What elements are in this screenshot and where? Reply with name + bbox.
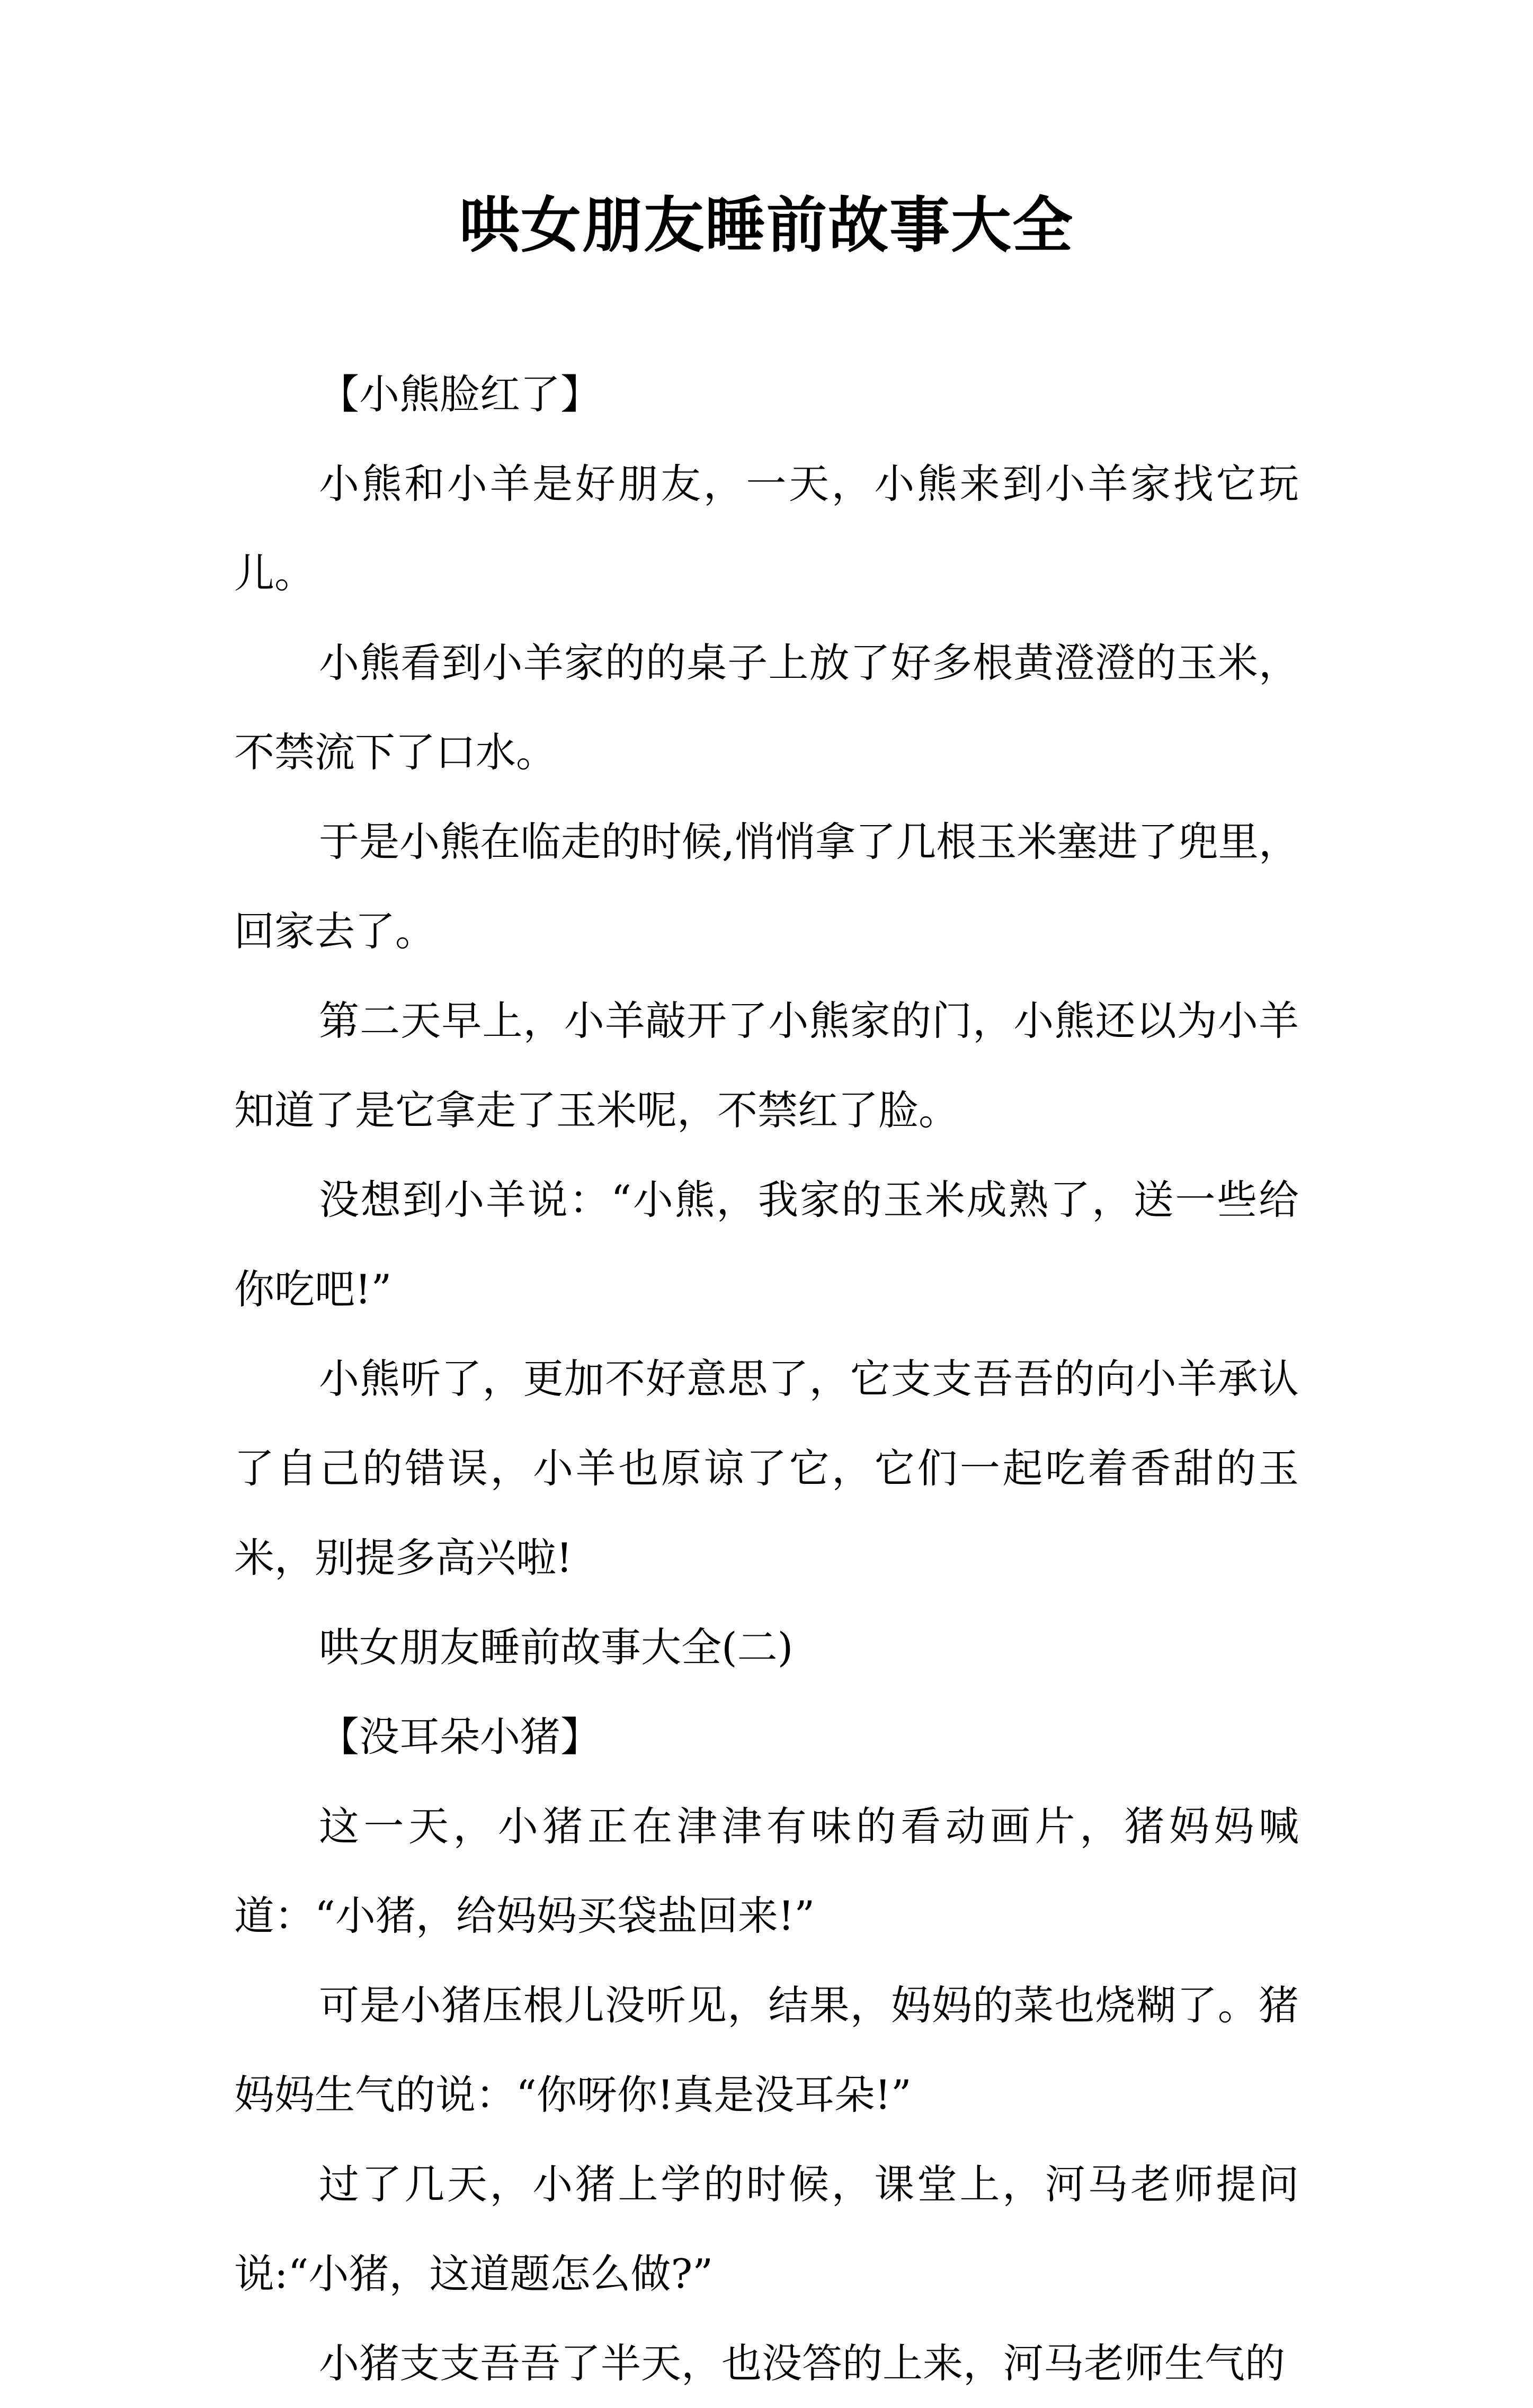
document-title: 哄女朋友睡前故事大全 [459, 190, 1074, 261]
document-body [234, 350, 1299, 2408]
paragraph: 小猪支支吾吾了半天，也没答的上来，河马老师生气的 [319, 2340, 1285, 2387]
paragraph: 第二天早上，小羊敲开了小熊家的门，小熊还以为小羊知道了是它拿走了玉米呢，不禁红了脸。 [234, 997, 1299, 1134]
paragraph: 过了几天，小猪上学的时候，课堂上，河马老师提问说:“小猪，这道题怎么做?” [234, 2161, 1299, 2297]
paragraph: 可是小猪压根儿没听见，结果，妈妈的菜也烧糊了。猪妈妈生气的说：“你呀你!真是没耳朵!” [234, 1982, 1299, 2118]
paragraph: 小熊看到小羊家的的桌子上放了好多根黄澄澄的玉米，不禁流下了口水。 [234, 639, 1299, 776]
paragraph: 于是小熊在临走的时候,悄悄拿了几根玉米塞进了兜里，回家去了。 [234, 818, 1299, 955]
paragraph: 小熊和小羊是好朋友，一天，小熊来到小羊家找它玩儿。 [234, 460, 1299, 597]
subtitle-line: 哄女朋友睡前故事大全(二) [319, 1624, 794, 1671]
paragraph: 没想到小羊说：“小熊，我家的玉米成熟了，送一些给你吃吧!” [234, 1176, 1299, 1313]
section-heading: 【没耳朵小猪】 [319, 1713, 601, 1760]
section-heading: 【小熊脸红了】 [319, 371, 601, 418]
paragraph: 这一天，小猪正在津津有味的看动画片，猪妈妈喊道：“小猪，给妈妈买袋盐回来!” [234, 1803, 1299, 1939]
paragraph: 小熊听了，更加不好意思了，它支支吾吾的向小羊承认了自己的错误，小羊也原谅了它，它们一起吃着香甜的玉米，别提多高兴啦! [234, 1355, 1299, 1581]
